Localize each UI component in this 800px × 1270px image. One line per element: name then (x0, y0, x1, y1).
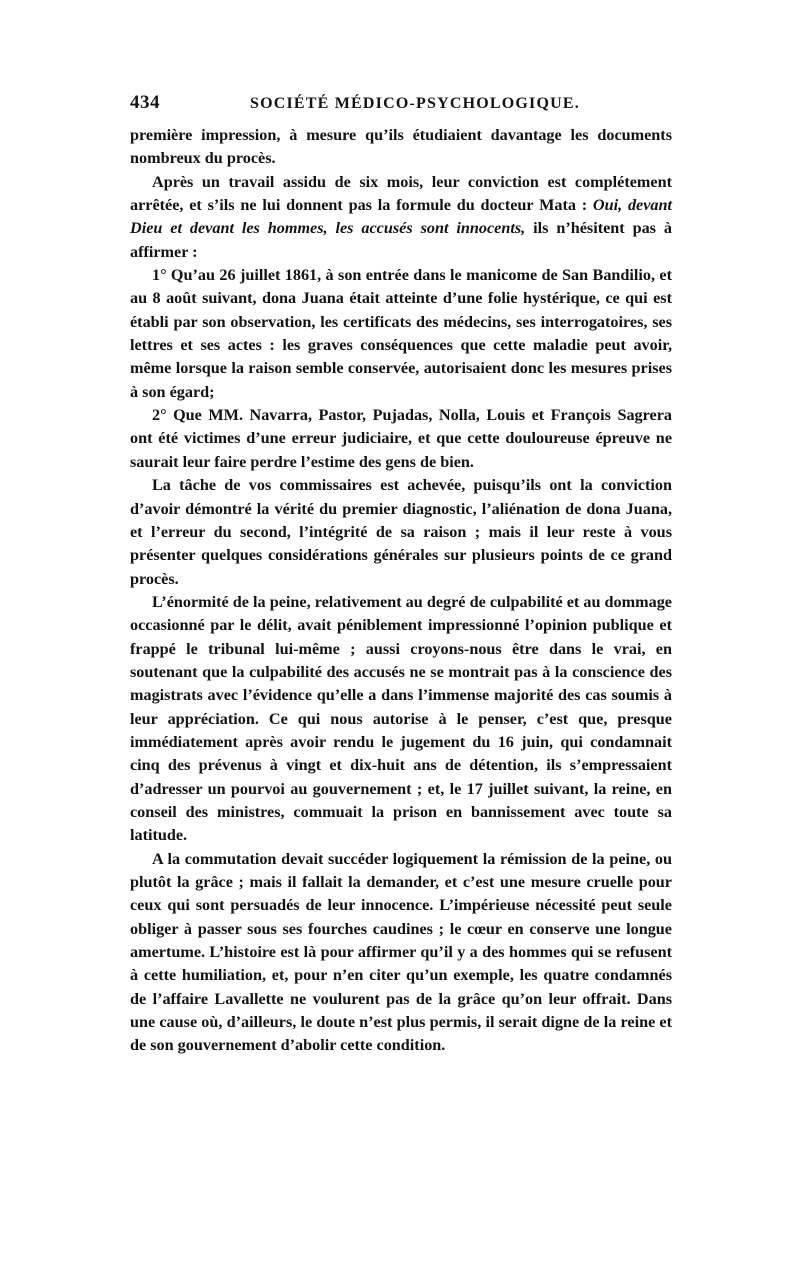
italic-quote: Oui, devant Dieu et devant les hommes, les accusés sont innocents, (130, 196, 673, 238)
paragraph-point-1 (130, 264, 672, 404)
paragraph-task (130, 474, 672, 591)
page-number: 434 (130, 92, 160, 113)
paragraph-continuation (130, 124, 672, 171)
paragraph-text: ils n’hésitent pas à affirmer : (130, 219, 672, 261)
paragraph-conviction (130, 171, 672, 264)
paragraph-enormity (130, 591, 672, 848)
paragraph-point-2 (130, 404, 672, 474)
paragraph-text: 1° Qu’au 26 juillet 1861, à son entrée dans le manicome de San Bandilio, et au 8 août suivant, dona Juana était atteinte d’une folie hystérique, ce qui est établi par son observation, les certificats des médecins, ses interrogatoires, ses lettres et ses actes : les graves conséquences que cette maladie peut avoir, même lorsque la raison semble conservée, autorisaient donc les mesures prises à son égard; (130, 266, 672, 401)
running-title: SOCIÉTÉ MÉDICO-PSYCHOLOGIQUE. (250, 95, 580, 112)
paragraph-text: première impression, à mesure qu’ils étudiaient davantage les documents nombreux du procès. (130, 126, 672, 168)
paragraph-text: A la commutation devait succéder logiquement la rémission de la peine, ou plutôt la grâce ; mais il fallait la demander, et c’est une mesure cruelle pour ceux qui sont persuadés de leur innocence. L’impérieuse nécessité peut seule obliger à passer sous ses fourches caudines ; le cœur en conserve une longue amertume. L’histoire est là pour affirmer qu’il y a des hommes qui se refusent à cette humiliation, et, pour n’en citer qu’un exemple, les quatre condamnés de l’affaire Lavallette ne voulurent pas de la grâce qu’on leur offrait. Dans une cause où, d’ailleurs, le doute n’est plus permis, il serait digne de la reine et de son gouvernement d’abolir cette condition. (130, 849, 672, 1055)
paragraph-text: La tâche de vos commissaires est achevée, puisqu’ils ont la conviction d’avoir démontré la vérité du premier diagnostic, l’aliénation de dona Juana, et l’erreur du second, l’intégrité de sa raison ; mais il leur reste à vous présenter quelques considérations générales sur plusieurs points de ce grand procès. (130, 476, 672, 588)
paragraph-text: 2° Que MM. Navarra, Pastor, Pujadas, Nolla, Louis et François Sagrera ont été victimes d’une erreur judiciaire, et que cette douloureuse épreuve ne saurait leur faire perdre l’estime des gens de bien. (130, 406, 672, 471)
running-header (130, 92, 672, 120)
paragraph-commutation (130, 848, 672, 1058)
paragraph-text: L’énormité de la peine, relativement au degré de culpabilité et au dommage occasionné par le délit, avait péniblement impressionné l’opinion publique et frappé le tribunal lui-même ; aussi croyons-nous être dans le vrai, en soutenant que la culpabilité des accusés ne se montrait pas à la conscience des magistrats avec l’évidence qu’elle a dans l’immense majorité des cas soumis à leur appréciation. Ce qui nous autorise à le penser, c’est que, presque immédiatement après avoir rendu le jugement du 16 juin, qui condamnait cinq des prévenus à vingt et dix-huit ans de détention, ils s’empressaient d’adresser un pourvoi au gouvernement ; et, le 17 juillet suivant, la reine, en conseil des ministres, commuait la prison en bannissement avec toute sa latitude. (130, 592, 672, 845)
document-page (130, 92, 672, 1058)
body-text (130, 124, 672, 1058)
paragraph-text: Après un travail assidu de six mois, leur conviction est complétement arrêtée, et s’ils ne lui donnent pas la formule du docteur Mata : (130, 172, 672, 215)
